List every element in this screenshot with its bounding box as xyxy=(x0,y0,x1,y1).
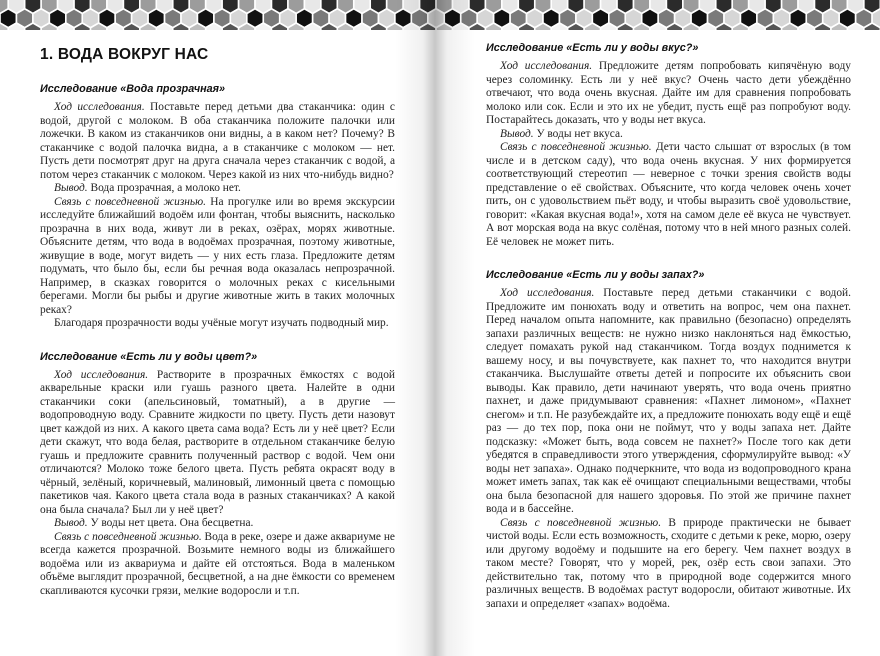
section-title-transparent: Исследование «Вода прозрачная» xyxy=(40,83,226,95)
paragraph: Вывод. У воды нет вкуса. xyxy=(500,127,623,140)
paragraph: Связь с повседневной жизнью. Вода в реке, озере и даже аквариуме не всегда кажется прозрачной. Возьмите немного воды из ближайшего водоёма или из аквариума и дайте ей отстояться. Вода в маленьком объёме выглядит прозрачной, бесцветной, а на дне ёмкости со временем скапливаются кусочки грязи, мелкие водоросли и т.п. xyxy=(40,530,395,597)
paragraph: Благодаря прозрачности воды учёные могут изучать подводный мир. xyxy=(54,317,389,329)
chapter-title: 1. ВОДА ВОКРУГ НАС xyxy=(40,46,209,63)
section-title-taste: Исследование «Есть ли у воды вкус?» xyxy=(486,42,699,54)
section-title-smell: Исследование «Есть ли у воды запах?» xyxy=(486,269,705,281)
paragraph: Ход исследования. Поставьте перед детьми два стаканчика: один с водой, другой с молоком. В оба стаканчика положите палочки или ложечки. В каком из стаканчиков они видны, а в каком нет? Почему? В стаканчике с водой палочка видна, а в стаканчике с молоком — нет. Пусть дети посмотрят друг на друга сначала через стаканчик с водой, а потом через стаканчик с молоком. Через какой из них что-нибудь видно? xyxy=(40,101,395,181)
paragraph: Вывод. У воды нет цвета. Она бесцветна. xyxy=(54,517,254,529)
paragraph: Связь с повседневной жизнью. В природе практически не бывает чистой воды. Если есть возможность, сходите с детьми к реке, морю, озеру или другому водоёму и подышите на его берегу. Чем пахнет воздух в таком месте? Говорят, что у морей, рек, озёр есть свои запахи. Это действительно так, потому что в природной воде содержится много различных веществ. В водоёмах растут водоросли, обитают животные. Их запахи и определяет «запах» водоёма. xyxy=(486,516,851,610)
right-page-text xyxy=(486,42,851,611)
paragraph: Вывод. Вода прозрачная, а молоко нет. xyxy=(54,182,241,194)
paragraph: Связь с повседневной жизнью. Дети часто слышат от взрослых (в том числе и в детском саду), что вода очень вкусная. У них формируется соответствующий стереотип — неверное с точки зрения свойств воды представление о её свойствах. Объясните, что когда человек очень хочет пить, он с удовольствием пьёт воду, и чтобы выразить своё удовольствие, говорит: «Какая вкусная вода!», хотя на самом деле её вкуса не чувствует. А вот морская вода на вкус солёная, потому что в ней много разных солей. Её человек не может пить. xyxy=(486,141,851,248)
right-page xyxy=(440,0,880,656)
paragraph: Связь с повседневной жизнью. На прогулке или во время экскурсии исследуйте ближайший водоём или фонтан, чтобы выяснить, насколько прозрачна в них вода, живут ли в реках, озёрах, морях животные. Объясните детям, что вода в водоёмах прозрачная, поэтому животные, живущие в воде, могут видеть — у них есть глаза. Предложите детям подумать, что было бы, если бы речная вода оказалась непрозрачной. Например, в сказках говорится о молочных реках с кисельными берегами. Могли бы рыбы и другие животные жить в таких молочных реках? xyxy=(40,195,395,316)
section-title-color: Исследование «Есть ли у воды цвет?» xyxy=(40,350,258,363)
left-page-text xyxy=(40,46,395,598)
paragraph: Ход исследования. Растворите в прозрачных ёмкостях с водой акварельные краски или гуашь разного цвета. Налейте в одни стаканчики соки (апельсиновый, томатный), а в другие — водопроводную воду. Сравните жидкости по цвету. Пусть дети назовут цвет каждой из них. А какого цвета сама вода? Есть ли у неё цвет? Если дети скажут, что вода белая, растворите в отдельном стаканчике белую гуашь и предложите сравнить полученный раствор с водой. Чем они отличаются? Молоко тоже белого цвета. Пусть ребята окрасят воду в чёрный, зелёный, коричневый, малиновый, лимонный цвета с помощью пакетиков чая. Какого цвета стала вода в разных стаканчиках? А какой она была сначала? Был ли у неё цвет? xyxy=(40,368,395,516)
paragraph: Ход исследования. Поставьте перед детьми стаканчики с водой. Предложите им понюхать воду и ответить на вопрос, чем она пахнет. Перед началом опыта напомните, как правильно (безопасно) определять запахи различных веществ: не нужно низко наклоняться над ёмкостью, следует помахать рукой над стаканчиком. Тогда воздух поднимется к вашему носу, и вы почувствуете, как пахнет то, что находится внутри стаканчика. Выслушайте ответы детей и попросите их объяснить свои выводы. Как правило, дети начинают уверять, что вода очень приятно пахнет, и даже придумывают сравнения: «Пахнет лимоном», «Пахнет снегом» и т.п. Не разубеждайте их, а предложите понюхать воду ещё и ещё раз — до тех пор, пока они не поймут, что у воды запаха нет. Дайте подсказку: «Может быть, вода совсем не пахнет?» После того как дети убедятся в справедливости этого утверждения, сформулируйте вывод: «У воды нет запаха». Однако подчеркните, что вода из водопроводного крана может иметь запах, так как её очищают специальными веществами, чтобы она была безопасной для нашего здоровья. По этой же причине пахнет вода и в бассейне. xyxy=(486,287,851,515)
paragraph: Ход исследования. Предложите детям попробовать кипячёную воду через соломинку. Есть ли у неё вкус? Очень часто дети убеждённо отвечают, что вода очень вкусная. Дайте им для сравнения попробовать молоко или сок. Если и это их не убедит, пусть ещё раз попробуют воду. Постарайтесь доказать, что у воды нет вкуса. xyxy=(486,60,851,126)
